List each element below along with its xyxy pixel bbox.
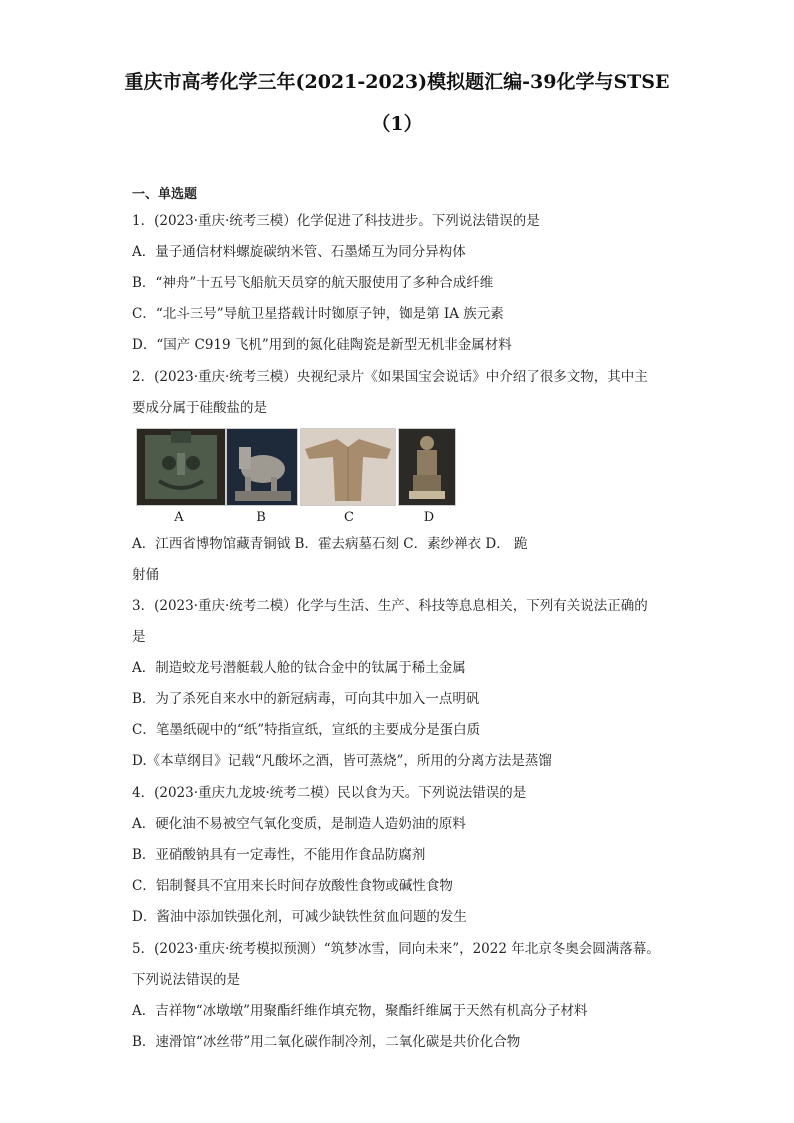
question-4-option-d: D．酱油中添加铁强化剂，可减少缺铁性贫血问题的发生 bbox=[132, 909, 467, 925]
question-1-option-b: B．“神舟”十五号飞船航天员穿的航天服使用了多种合成纤维 bbox=[132, 275, 494, 291]
question-5-option-a: A．吉祥物“冰墩墩”用聚酯纤维作填充物，聚酯纤维属于天然有机高分子材料 bbox=[132, 1003, 588, 1019]
bronze-axe-image bbox=[136, 428, 226, 506]
question-2-options: A．江西省博物馆藏青铜钺 B．霍去病墓石刻 C．素纱禅衣 D． 跪 bbox=[132, 536, 528, 552]
image-label-a: A bbox=[174, 510, 184, 525]
image-label-d: D bbox=[423, 510, 435, 525]
image-label-c: C bbox=[344, 510, 354, 525]
question-2-options-cont: 射俑 bbox=[132, 567, 159, 583]
question-4-option-c: C．铝制餐具不宜用来长时间存放酸性食物或碱性食物 bbox=[132, 878, 453, 894]
question-3-option-d: D.《本草纲目》记载“凡酸坏之酒，皆可蒸烧”，所用的分离方法是蒸馏 bbox=[132, 753, 552, 769]
image-label-b: B bbox=[256, 510, 266, 525]
question-3-stem-cont: 是 bbox=[132, 629, 146, 645]
question-3-option-c: C．笔墨纸砚中的“纸”特指宣纸，宣纸的主要成分是蛋白质 bbox=[132, 722, 481, 738]
question-4-option-b: B．亚硝酸钠具有一定毒性，不能用作食品防腐剂 bbox=[132, 847, 426, 863]
question-3-stem: 3．(2023·重庆·统考二模）化学与生活、生产、科技等息息相关，下列有关说法正确的 bbox=[132, 598, 648, 614]
silk-robe-image bbox=[300, 428, 396, 506]
question-5-stem-cont: 下列说法错误的是 bbox=[132, 972, 240, 988]
artifact-images bbox=[136, 428, 466, 504]
page-title: 重庆市高考化学三年(2021-2023)模拟题汇编-39化学与STSE bbox=[124, 71, 670, 93]
section-heading: 一、单选题 bbox=[132, 187, 198, 202]
question-1-option-d: D．“国产 C919 飞机”用到的氮化硅陶瓷是新型无机非金属材料 bbox=[132, 337, 512, 353]
question-3-option-b: B．为了杀死自来水中的新冠病毒，可向其中加入一点明矾 bbox=[132, 691, 480, 707]
kneeling-archer-image bbox=[398, 428, 456, 506]
question-1-option-a: A．量子通信材料螺旋碳纳米管、石墨烯互为同分异构体 bbox=[132, 244, 466, 260]
question-2-stem-cont: 要成分属于硅酸盐的是 bbox=[132, 400, 267, 416]
question-1-option-c: C．“北斗三号”导航卫星搭载计时铷原子钟，铷是第 IA 族元素 bbox=[132, 306, 504, 322]
question-3-option-a: A．制造蛟龙号潜艇载人舱的钛合金中的钛属于稀土金属 bbox=[132, 660, 466, 676]
question-1-stem: 1．(2023·重庆·统考三模）化学促进了科技进步。下列说法错误的是 bbox=[132, 213, 540, 229]
question-4-option-a: A．硬化油不易被空气氧化变质，是制造人造奶油的原料 bbox=[132, 816, 466, 832]
question-4-stem: 4．(2023·重庆九龙坡·统考二模）民以食为天。下列说法错误的是 bbox=[132, 785, 527, 801]
question-5-stem: 5．(2023·重庆·统考模拟预测）“筑梦冰雪，同向未来”，2022 年北京冬奥会圆满落幕。 bbox=[132, 941, 660, 957]
question-2-stem: 2．(2023·重庆·统考三模）央视纪录片《如果国宝会说话》中介绍了很多文物，其中主 bbox=[132, 369, 648, 385]
question-5-option-b: B．速滑馆“冰丝带”用二氧化碳作制冷剂，二氧化碳是共价化合物 bbox=[132, 1034, 521, 1050]
page-title-part: （1） bbox=[371, 113, 423, 135]
stone-carving-image bbox=[226, 428, 298, 506]
